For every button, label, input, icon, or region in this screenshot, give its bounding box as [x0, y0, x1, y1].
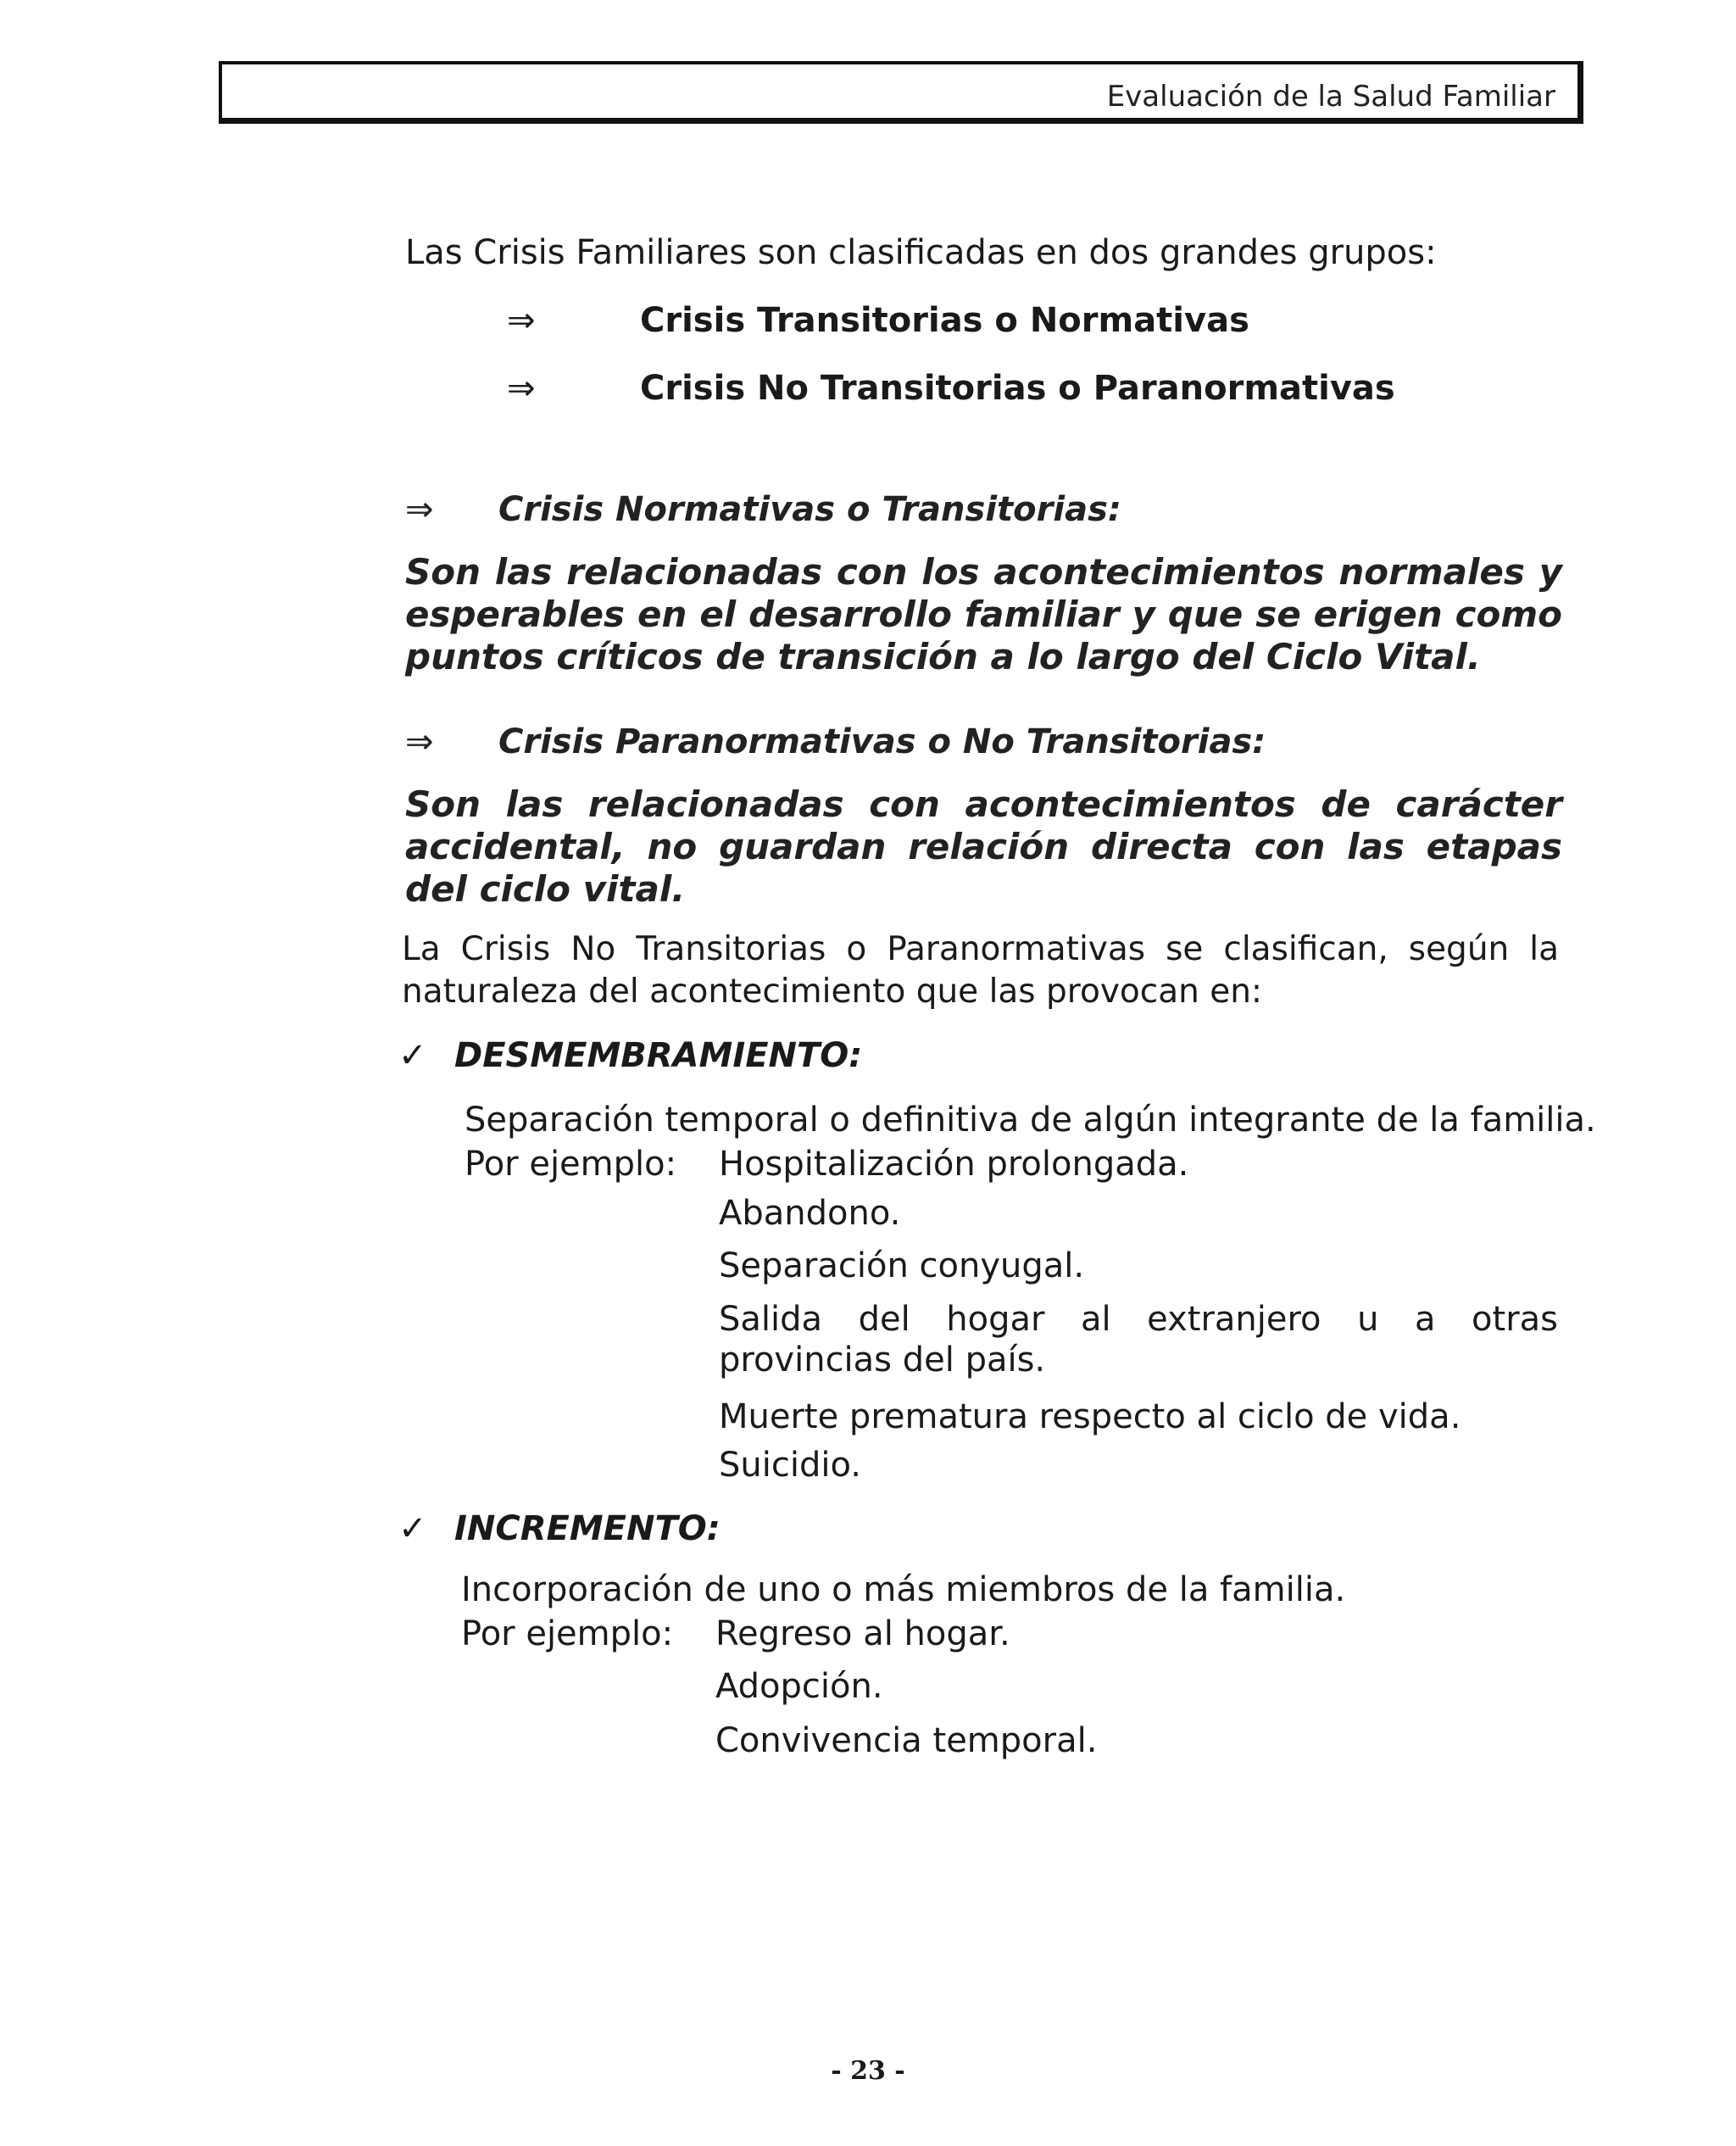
arrow-icon: ⇒: [507, 369, 536, 408]
group-label: Crisis No Transitorias o Paranormativas: [640, 369, 1395, 408]
example-item: Separación conyugal.: [719, 1246, 1085, 1285]
group-item-2: [509, 369, 1395, 408]
arrow-icon: ⇒: [507, 301, 536, 340]
section-heading-text: Crisis Paranormativas o No Transitorias:: [498, 722, 1266, 761]
example-item: Hospitalización prolongada.: [719, 1145, 1189, 1184]
arrow-icon: ⇒: [405, 490, 434, 529]
group-label: Crisis Transitorias o Normativas: [640, 301, 1249, 340]
category-heading-text: INCREMENTO:: [454, 1509, 721, 1548]
section-heading-paranormativas: [405, 722, 1266, 761]
category-heading-desmembramiento: [398, 1036, 862, 1075]
checkmark-icon: ✓: [398, 1509, 427, 1548]
section-definition-paranormativas: Son las relacionadas con acontecimientos de carácter accidental, no guardan relación directa con las etapas del ciclo vital.: [405, 783, 1562, 910]
page-number: - 23 -: [831, 2056, 905, 2086]
example-label: Por ejemplo:: [465, 1145, 677, 1184]
section-heading-normativas: [405, 490, 1121, 529]
example-item: Muerte prematura respecto al ciclo de vida.: [719, 1397, 1461, 1436]
category-heading-incremento: [398, 1509, 721, 1548]
example-item: Regreso al hogar.: [715, 1614, 1010, 1653]
checkmark-icon: ✓: [398, 1036, 427, 1075]
group-item-1: [509, 301, 1249, 340]
example-item: Convivencia temporal.: [715, 1721, 1098, 1760]
example-item: Adopción.: [715, 1667, 883, 1706]
category-description: Separación temporal o definitiva de algún integrante de la familia.: [465, 1101, 1596, 1140]
example-label: Por ejemplo:: [461, 1614, 674, 1653]
example-item: Salida del hogar al extranjero u a otras provincias del país.: [719, 1300, 1558, 1380]
arrow-icon: ⇒: [405, 722, 434, 761]
header-title: Evaluación de la Salud Familiar: [1106, 80, 1555, 114]
classification-paragraph: La Crisis No Transitorias o Paranormativas se clasifican, según la naturaleza del acontecimiento que las provocan en:: [402, 930, 1559, 1011]
example-item: Abandono.: [719, 1194, 901, 1233]
category-heading-text: DESMEMBRAMIENTO:: [454, 1036, 863, 1075]
section-definition-normativas: Son las relacionadas con los acontecimientos normales y esperables en el desarrollo familiar y que se erigen como puntos críticos de transición a lo largo del Ciclo Vital.: [405, 551, 1562, 677]
example-item: Suicidio.: [719, 1446, 861, 1485]
page-header: [219, 61, 1583, 124]
intro-text: Las Crisis Familiares son clasificadas en dos grandes grupos:: [405, 233, 1437, 272]
section-heading-text: Crisis Normativas o Transitorias:: [498, 490, 1121, 529]
category-description: Incorporación de uno o más miembros de la familia.: [461, 1570, 1346, 1609]
